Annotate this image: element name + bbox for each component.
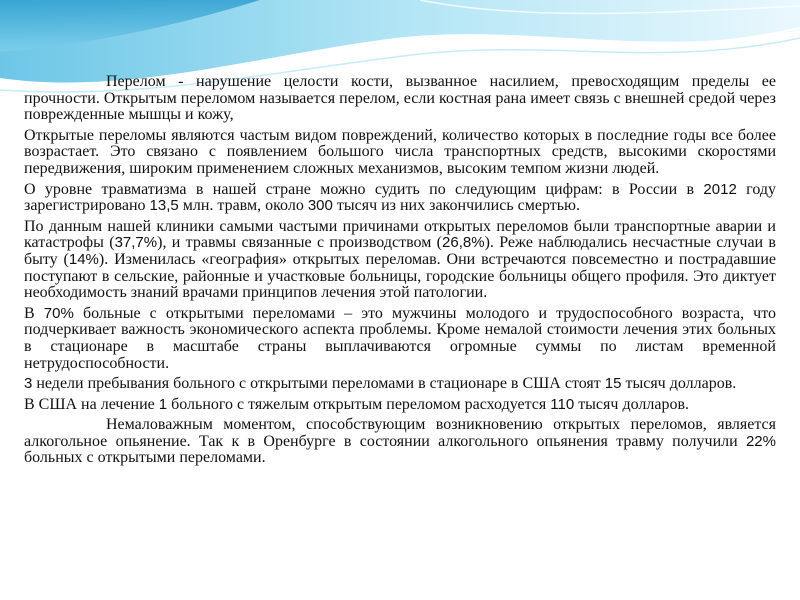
treatment-cost-value: 110 bbox=[550, 395, 575, 413]
injuries-value: 13,5 bbox=[149, 197, 179, 215]
paragraph-definition: Перелом - нарушение целости кости, вызванное насилием, превосходящим пределы ее прочности. Открытым переломом называется перелом, если костная рана имеет связь с внешней средой через поврежденные мышцы и кожу, bbox=[24, 73, 776, 124]
hospital-cost-value: 15 bbox=[604, 375, 622, 393]
text-segment: тысяч долларов. bbox=[621, 375, 737, 393]
paragraph-russia-statistics bbox=[24, 182, 776, 215]
text-segment: больные с открытыми переломами – это мужчины молодого и трудоспособного возраста, что подчеркивает важность экономического аспекта проблемы. Кроме немалой стоимости лечения этих больных в стационаре в масштабе страны выплачиваются огромные суммы по листам временной нетрудоспособности. bbox=[24, 304, 777, 372]
text-segment: В bbox=[24, 304, 44, 322]
text-segment: недели пребывания больного с открытыми переломами в стационаре в США стоят bbox=[32, 375, 605, 393]
text-segment: В США на лечение bbox=[24, 395, 159, 413]
weeks-value: 3 bbox=[24, 375, 33, 393]
deaths-value: 300 bbox=[307, 197, 333, 215]
text-segment: больных с открытыми переломами. bbox=[24, 449, 266, 467]
industrial-percent: 26,8% bbox=[442, 234, 485, 252]
transport-percent: 37,7% bbox=[114, 234, 158, 252]
paragraph-clinic-causes bbox=[24, 219, 776, 302]
text-segment: ). Изменилась «география» открытых переломав. Они встречаются повсеместно и пострадавшие поступают в сельские, районные и участковые больницы, городские больницы общего профиля. Это диктует необходимость знаний врачами принципов лечения этой патологии. bbox=[24, 250, 777, 302]
paragraph-frequency: Открытые переломы являются частым видом повреждений, количество которых в последние годы все более возрастает. Это связано с появлением большого числа транспортных средств, высокими скоростями передвижения, широким применением сложных механизмов, высоким темпом жизни людей. bbox=[24, 126, 776, 177]
text-segment: тысяч долларов. bbox=[574, 395, 689, 413]
text-segment: Немаловажным моментом, способствующим возникновению открытых переломов, является алкогольное опьянение. Так к в Оренбурге в состоянии алкогольного опьянения травму получили bbox=[24, 416, 776, 450]
text-segment: По данным нашей клиники самыми частыми причинами открытых переломов были транспортные аварии и катастрофы ( bbox=[24, 217, 776, 252]
text-segment: млн. травм, около bbox=[178, 197, 308, 215]
text-segment: О уровне травматизма в нашей стране можно судить по следующим цифрам: в России в bbox=[24, 180, 704, 198]
alcohol-percent: 22% bbox=[745, 432, 776, 450]
text-segment: ). Реже наблюдались несчастные случаи в быту ( bbox=[24, 234, 776, 268]
slide-body bbox=[24, 74, 776, 471]
household-percent: 14% bbox=[68, 250, 99, 268]
paragraph-usa-treatment-cost bbox=[24, 397, 776, 414]
paragraph-alcohol bbox=[24, 417, 776, 467]
paragraph-men-percentage bbox=[24, 306, 776, 372]
text-segment: больного с тяжелым открытым переломом расходуется bbox=[167, 395, 551, 413]
text-segment: ), и травмы связанные с производством ( bbox=[157, 234, 443, 252]
patients-value: 1 bbox=[158, 395, 168, 413]
text-segment: тысяч из них закончились смертью. bbox=[332, 197, 580, 215]
paragraph-usa-hospital-cost bbox=[24, 376, 776, 393]
year-value: 2012 bbox=[703, 180, 737, 198]
text-segment: году зарегистрировано bbox=[24, 180, 776, 215]
men-percent: 70% bbox=[43, 304, 74, 322]
